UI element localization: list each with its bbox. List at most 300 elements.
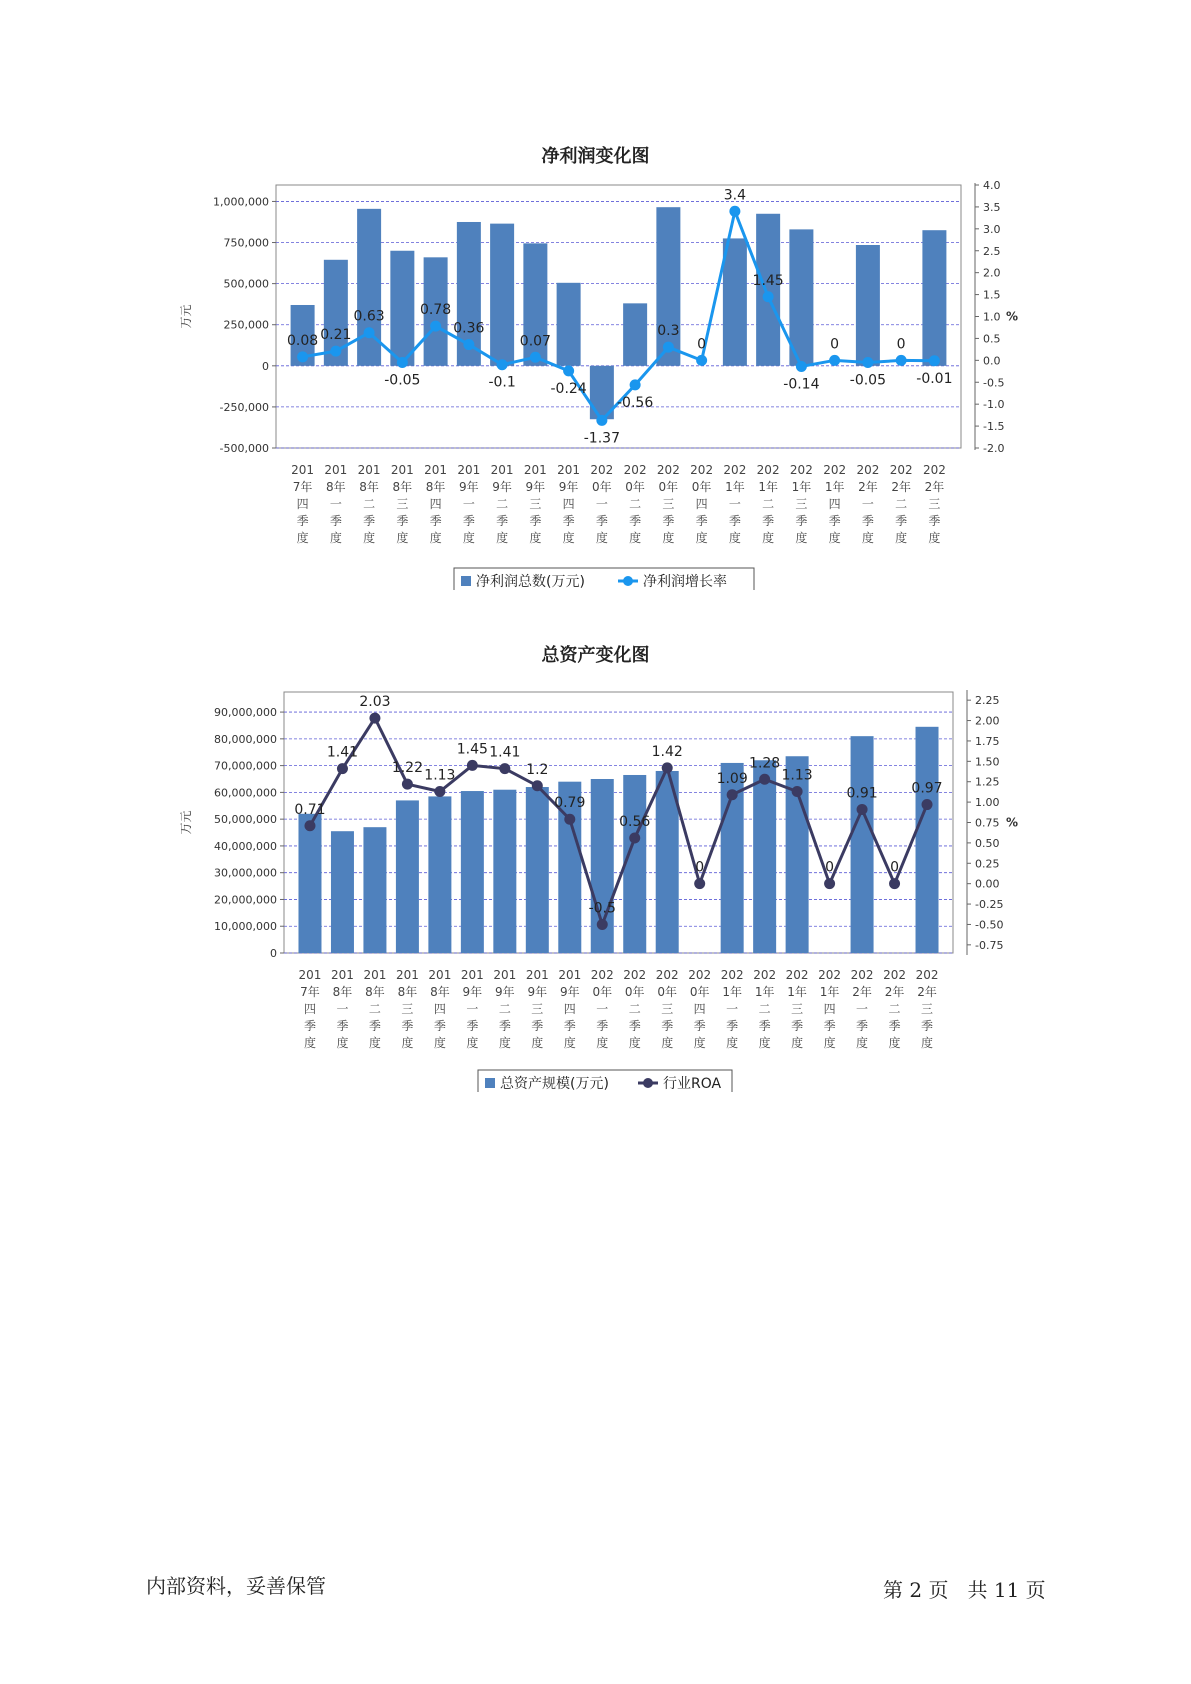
line-point	[497, 359, 508, 370]
y-right-axis-label: %	[1005, 815, 1019, 830]
x-tick-label: 7年	[300, 985, 320, 999]
x-tick-label: 0年	[625, 480, 645, 494]
bar	[493, 790, 516, 953]
x-tick-label: 1年	[824, 480, 845, 494]
line-point	[364, 327, 375, 338]
x-tick-label: 度	[856, 1036, 869, 1050]
x-tick-label: 9年	[459, 480, 479, 494]
x-tick-label: 9年	[525, 480, 546, 494]
line-point	[532, 780, 543, 791]
x-tick-label: 度	[762, 531, 775, 545]
line-point	[330, 346, 341, 357]
x-tick-label: 201	[493, 968, 517, 982]
x-tick-label: 季	[726, 1019, 739, 1033]
x-tick-label: 季	[466, 1019, 479, 1033]
y-right-tick-label: 0.50	[975, 836, 1000, 850]
data-label: -0.24	[550, 380, 587, 397]
data-label: 1.41	[326, 744, 359, 761]
x-tick-label: 四	[296, 497, 309, 511]
x-tick-label: 度	[629, 531, 642, 545]
y-left-tick-label: 0	[270, 947, 277, 960]
legend-bar-label: 净利润总数(万元)	[476, 574, 585, 590]
x-tick-label: 三	[396, 497, 409, 511]
footer-confidential-note: 内部资料，妥善保管	[146, 1574, 326, 1598]
footer-page-number: 第 2 页 共 11 页	[883, 1578, 1046, 1602]
bar	[786, 756, 809, 953]
x-tick-label: 二	[496, 497, 509, 511]
x-tick-label: 季	[562, 514, 575, 528]
x-tick-label: 一	[728, 497, 741, 511]
y-right-tick-label: 1.5	[983, 288, 1001, 302]
x-tick-label: 度	[695, 531, 708, 545]
x-tick-label: 201	[291, 463, 315, 477]
y-left-tick-label: 10,000,000	[214, 920, 277, 934]
x-tick-label: 0年	[658, 480, 679, 494]
data-label: 1.13	[781, 767, 813, 784]
x-tick-label: 202	[590, 968, 614, 982]
y-right-tick-label: 1.75	[975, 734, 1000, 748]
bar	[623, 303, 647, 365]
data-label: 0.63	[353, 308, 385, 325]
data-label: -0.05	[849, 372, 887, 389]
x-tick-label: 8年	[365, 985, 385, 999]
x-tick-label: 三	[928, 497, 941, 511]
x-tick-label: 二	[498, 1002, 511, 1016]
x-tick-label: 度	[531, 1036, 544, 1050]
line-point	[922, 799, 933, 810]
y-right-tick-label: 1.00	[975, 796, 1000, 810]
x-tick-label: 季	[823, 1019, 836, 1033]
data-label: -0.56	[617, 394, 654, 411]
bar	[916, 727, 939, 953]
bar	[623, 775, 646, 953]
x-tick-label: 度	[921, 1036, 934, 1050]
x-tick-label: 季	[928, 514, 941, 528]
data-label: 1.41	[489, 744, 521, 761]
line-point	[564, 814, 575, 825]
x-tick-label: 9年	[558, 480, 579, 494]
bar	[390, 251, 414, 366]
x-tick-label: 季	[396, 514, 409, 528]
y-left-tick-label: 250,000	[223, 318, 269, 332]
data-label: 0.56	[619, 813, 651, 830]
x-tick-label: 一	[595, 497, 608, 511]
x-tick-label: 度	[693, 1036, 706, 1050]
y-left-tick-label: -500,000	[219, 442, 269, 455]
bar	[723, 238, 747, 365]
x-tick-label: 季	[498, 1019, 511, 1033]
x-tick-label: 度	[726, 1036, 739, 1050]
line-point	[463, 339, 474, 350]
data-label: 0.97	[911, 780, 943, 797]
x-tick-label: 季	[828, 514, 841, 528]
y-left-axis-label: 万元	[179, 304, 193, 329]
x-tick-label: 度	[303, 1036, 316, 1050]
x-tick-label: 季	[529, 514, 542, 528]
x-tick-label: 度	[828, 531, 841, 545]
line-point	[696, 355, 707, 366]
x-tick-label: 三	[529, 497, 542, 511]
line-point	[862, 357, 873, 368]
data-label: 1.45	[752, 272, 784, 289]
y-right-tick-label: -2.0	[983, 442, 1005, 455]
x-tick-label: 度	[791, 1036, 804, 1050]
net-profit-chart	[0, 170, 1191, 590]
x-tick-label: 9年	[495, 985, 515, 999]
bar	[526, 787, 549, 953]
y-left-tick-label: 60,000,000	[214, 786, 277, 800]
x-tick-label: 季	[921, 1019, 934, 1033]
legend-bar-label: 总资产规模(万元)	[500, 1076, 609, 1092]
x-tick-label: 202	[690, 463, 714, 477]
bar	[461, 791, 484, 953]
y-right-tick-label: 0.5	[983, 332, 1001, 346]
data-label: 0	[896, 336, 906, 353]
bar	[331, 831, 354, 953]
x-tick-label: 8年	[430, 985, 450, 999]
x-tick-label: 二	[629, 497, 642, 511]
x-tick-label: 季	[401, 1019, 414, 1033]
data-label: 1.22	[391, 760, 423, 777]
x-tick-label: 度	[758, 1036, 771, 1050]
x-tick-label: 三	[662, 497, 675, 511]
y-left-tick-label: 30,000,000	[214, 866, 277, 880]
x-tick-label: 9年	[527, 985, 548, 999]
data-label: -0.5	[588, 900, 616, 917]
x-tick-label: 四	[562, 497, 575, 511]
x-tick-label: 一	[462, 497, 475, 511]
x-tick-label: 四	[828, 497, 841, 511]
legend-line-label: 行业ROA	[663, 1076, 722, 1092]
bar	[856, 245, 880, 366]
y-left-tick-label: 50,000,000	[214, 813, 277, 827]
x-tick-label: 季	[791, 1019, 804, 1033]
line-point	[596, 415, 607, 426]
x-tick-label: 四	[693, 1002, 706, 1016]
data-label: 0.71	[294, 801, 326, 818]
x-tick-label: 三	[661, 1002, 674, 1016]
line-point	[829, 355, 840, 366]
x-tick-label: 一	[596, 1002, 609, 1016]
x-tick-label: 二	[758, 1002, 771, 1016]
y-right-tick-label: 0.00	[975, 877, 1000, 891]
x-tick-label: 1年	[819, 985, 840, 999]
y-left-tick-label: 0	[262, 359, 269, 373]
line-point	[662, 762, 673, 773]
line-point	[694, 878, 705, 889]
x-tick-label: 度	[595, 531, 608, 545]
x-tick-label: 季	[888, 1019, 901, 1033]
x-tick-label: 202	[756, 463, 780, 477]
x-tick-label: 1年	[787, 985, 807, 999]
y-left-tick-label: 20,000,000	[214, 893, 277, 907]
x-tick-label: 202	[590, 463, 614, 477]
x-tick-label: 202	[856, 463, 880, 477]
x-tick-label: 季	[531, 1019, 544, 1033]
y-right-tick-label: 1.50	[975, 755, 1000, 769]
y-right-tick-label: -0.75	[975, 938, 1004, 952]
legend-line-marker	[643, 1078, 653, 1088]
x-tick-label: 季	[795, 514, 808, 528]
x-tick-label: 度	[363, 531, 376, 545]
y-right-tick-label: 1.25	[975, 775, 1000, 789]
x-tick-label: 1年	[791, 480, 812, 494]
y-left-axis-label: 万元	[179, 810, 193, 835]
line-point	[729, 206, 740, 217]
x-tick-label: 季	[628, 1019, 641, 1033]
y-left-tick-label: -250,000	[219, 400, 269, 414]
data-label: 0.21	[320, 327, 352, 344]
x-tick-label: 度	[498, 1036, 511, 1050]
x-tick-label: 度	[563, 1036, 576, 1050]
x-tick-label: 9年	[462, 985, 483, 999]
data-label: 0.08	[287, 332, 319, 349]
line-point	[499, 763, 510, 774]
x-tick-label: 二	[628, 1002, 641, 1016]
x-tick-label: 季	[563, 1019, 576, 1033]
line-point	[824, 878, 835, 889]
x-tick-label: 度	[529, 531, 542, 545]
x-tick-label: 202	[656, 463, 680, 477]
x-tick-label: 8年	[425, 480, 446, 494]
y-left-tick-label: 90,000,000	[214, 706, 277, 720]
x-tick-label: 季	[861, 514, 874, 528]
x-tick-label: 季	[596, 1019, 609, 1033]
x-tick-label: 度	[661, 1036, 674, 1050]
x-tick-label: 8年	[326, 480, 346, 494]
x-tick-label: 三	[795, 497, 808, 511]
x-tick-label: 季	[336, 1019, 349, 1033]
bar	[298, 814, 321, 953]
y-right-tick-label: -0.25	[975, 898, 1004, 912]
x-tick-label: 季	[895, 514, 908, 528]
data-label: 2.03	[359, 694, 391, 711]
x-tick-label: 季	[433, 1019, 446, 1033]
y-left-tick-label: 80,000,000	[214, 732, 277, 746]
data-label: 0	[695, 859, 705, 876]
x-tick-label: 季	[728, 514, 741, 528]
x-tick-label: 202	[623, 463, 647, 477]
data-label: 1.13	[424, 767, 456, 784]
x-tick-label: 二	[368, 1002, 381, 1016]
x-tick-label: 202	[818, 968, 842, 982]
x-tick-label: 1年	[722, 985, 742, 999]
x-tick-label: 季	[762, 514, 775, 528]
x-tick-label: 四	[823, 1002, 836, 1016]
x-tick-label: 四	[433, 1002, 446, 1016]
x-tick-label: 度	[336, 1036, 349, 1050]
x-tick-label: 201	[324, 463, 348, 477]
y-right-tick-label: -1.5	[983, 420, 1005, 434]
data-label: -0.05	[384, 372, 421, 389]
line-point	[297, 351, 308, 362]
line-point	[929, 355, 940, 366]
x-tick-label: 度	[928, 531, 941, 545]
x-tick-label: 202	[623, 968, 647, 982]
x-tick-label: 201	[390, 463, 414, 477]
x-tick-label: 7年	[292, 480, 313, 494]
x-tick-label: 二	[888, 1002, 901, 1016]
x-tick-label: 1年	[758, 480, 778, 494]
x-tick-label: 202	[883, 968, 906, 982]
x-tick-label: 三	[531, 1002, 544, 1016]
x-tick-label: 度	[895, 531, 908, 545]
x-tick-label: 2年	[917, 985, 937, 999]
bar	[363, 827, 386, 953]
data-label: -0.01	[916, 370, 953, 387]
x-tick-label: 201	[525, 968, 549, 982]
x-tick-label: 季	[662, 514, 675, 528]
x-tick-label: 201	[557, 463, 581, 477]
y-right-tick-label: 2.25	[975, 694, 1000, 708]
x-tick-label: 202	[655, 968, 679, 982]
x-tick-label: 2年	[924, 480, 945, 494]
x-tick-label: 201	[457, 463, 481, 477]
x-tick-label: 季	[329, 514, 342, 528]
line-point	[792, 786, 803, 797]
data-label: 0.3	[657, 323, 680, 340]
x-tick-label: 季	[363, 514, 376, 528]
data-label: 0	[697, 336, 707, 353]
line-point	[467, 760, 478, 771]
y-left-tick-label: 750,000	[223, 236, 269, 250]
line-point	[889, 878, 900, 889]
x-tick-label: 201	[357, 463, 381, 477]
x-tick-label: 二	[363, 497, 376, 511]
x-tick-label: 2年	[852, 985, 872, 999]
bar	[756, 214, 780, 366]
x-tick-label: 度	[368, 1036, 381, 1050]
line-point	[759, 774, 770, 785]
y-right-tick-label: 4.0	[983, 179, 1001, 192]
x-tick-label: 201	[424, 463, 448, 477]
x-tick-label: 季	[629, 514, 642, 528]
total-assets-chart	[0, 672, 1191, 1092]
x-tick-label: 度	[401, 1036, 414, 1050]
x-tick-label: 季	[462, 514, 475, 528]
x-tick-label: 9年	[559, 985, 580, 999]
x-tick-label: 202	[915, 968, 939, 982]
y-right-tick-label: 0.75	[975, 816, 1000, 830]
x-tick-label: 季	[695, 514, 708, 528]
x-tick-label: 度	[433, 1036, 446, 1050]
x-tick-label: 四	[563, 1002, 576, 1016]
bar	[753, 760, 776, 953]
x-tick-label: 季	[368, 1019, 381, 1033]
bar	[789, 229, 813, 365]
x-tick-label: 度	[795, 531, 808, 545]
x-tick-label: 度	[596, 1036, 609, 1050]
x-tick-label: 度	[462, 531, 475, 545]
x-tick-label: 三	[921, 1002, 934, 1016]
line-point	[629, 832, 640, 843]
data-label: 3.4	[723, 187, 747, 204]
x-tick-label: 202	[720, 968, 744, 982]
x-tick-label: 一	[726, 1002, 739, 1016]
x-tick-label: 度	[496, 531, 509, 545]
x-tick-label: 季	[856, 1019, 869, 1033]
y-right-tick-label: -0.5	[983, 376, 1005, 390]
x-tick-label: 二	[762, 497, 775, 511]
data-label: -1.37	[583, 430, 620, 447]
data-label: -0.14	[783, 376, 820, 393]
x-tick-label: 季	[496, 514, 509, 528]
x-tick-label: 度	[628, 1036, 641, 1050]
bar	[922, 230, 946, 366]
x-tick-label: 四	[429, 497, 442, 511]
x-tick-label: 季	[296, 514, 309, 528]
x-tick-label: 度	[823, 1036, 836, 1050]
y-left-tick-label: 1,000,000	[213, 195, 269, 209]
bar	[396, 800, 419, 953]
x-tick-label: 度	[562, 531, 575, 545]
x-tick-label: 0年	[691, 480, 712, 494]
x-tick-label: 9年	[492, 480, 512, 494]
line-point	[397, 357, 408, 368]
y-right-tick-label: 2.0	[983, 266, 1001, 280]
x-tick-label: 2年	[891, 480, 911, 494]
data-label: 0.07	[519, 333, 551, 350]
x-tick-label: 四	[303, 1002, 316, 1016]
bar	[490, 224, 514, 366]
x-tick-label: 四	[695, 497, 708, 511]
y-right-tick-label: -1.0	[983, 398, 1005, 412]
bar	[428, 796, 451, 953]
x-tick-label: 一	[336, 1002, 349, 1016]
legend-bar-swatch	[485, 1078, 495, 1088]
x-tick-label: 201	[298, 968, 322, 982]
y-right-axis-label: %	[1005, 309, 1019, 324]
x-tick-label: 202	[753, 968, 777, 982]
x-tick-label: 201	[523, 463, 547, 477]
x-tick-label: 202	[889, 463, 913, 477]
x-tick-label: 8年	[397, 985, 418, 999]
y-left-tick-label: 70,000,000	[214, 759, 277, 773]
x-tick-label: 8年	[359, 480, 379, 494]
x-tick-label: 201	[558, 968, 582, 982]
x-tick-label: 二	[895, 497, 908, 511]
line-point	[402, 779, 413, 790]
line-point	[563, 365, 574, 376]
line-point	[369, 713, 380, 724]
line-point	[434, 786, 445, 797]
data-label: 0	[825, 859, 835, 876]
legend-bar-swatch	[461, 576, 471, 586]
x-tick-label: 201	[428, 968, 452, 982]
line-point	[530, 352, 541, 363]
chart2-title: 总资产变化图	[541, 645, 650, 666]
x-tick-label: 8年	[332, 985, 353, 999]
y-right-tick-label: -0.50	[975, 918, 1004, 932]
x-tick-label: 8年	[392, 480, 413, 494]
x-tick-label: 1年	[725, 480, 745, 494]
line-point	[597, 919, 608, 930]
data-label: 1.42	[651, 743, 683, 760]
x-tick-label: 三	[401, 1002, 414, 1016]
x-tick-label: 201	[460, 968, 484, 982]
data-label: 0.91	[846, 785, 878, 802]
x-tick-label: 一	[861, 497, 874, 511]
legend-line-marker	[623, 576, 633, 586]
x-tick-label: 季	[303, 1019, 316, 1033]
line-point	[727, 789, 738, 800]
x-tick-label: 202	[922, 463, 946, 477]
x-tick-label: 季	[758, 1019, 771, 1033]
y-right-tick-label: 0.25	[975, 857, 1000, 871]
x-tick-label: 度	[396, 531, 409, 545]
line-point	[430, 321, 441, 332]
line-point	[663, 342, 674, 353]
